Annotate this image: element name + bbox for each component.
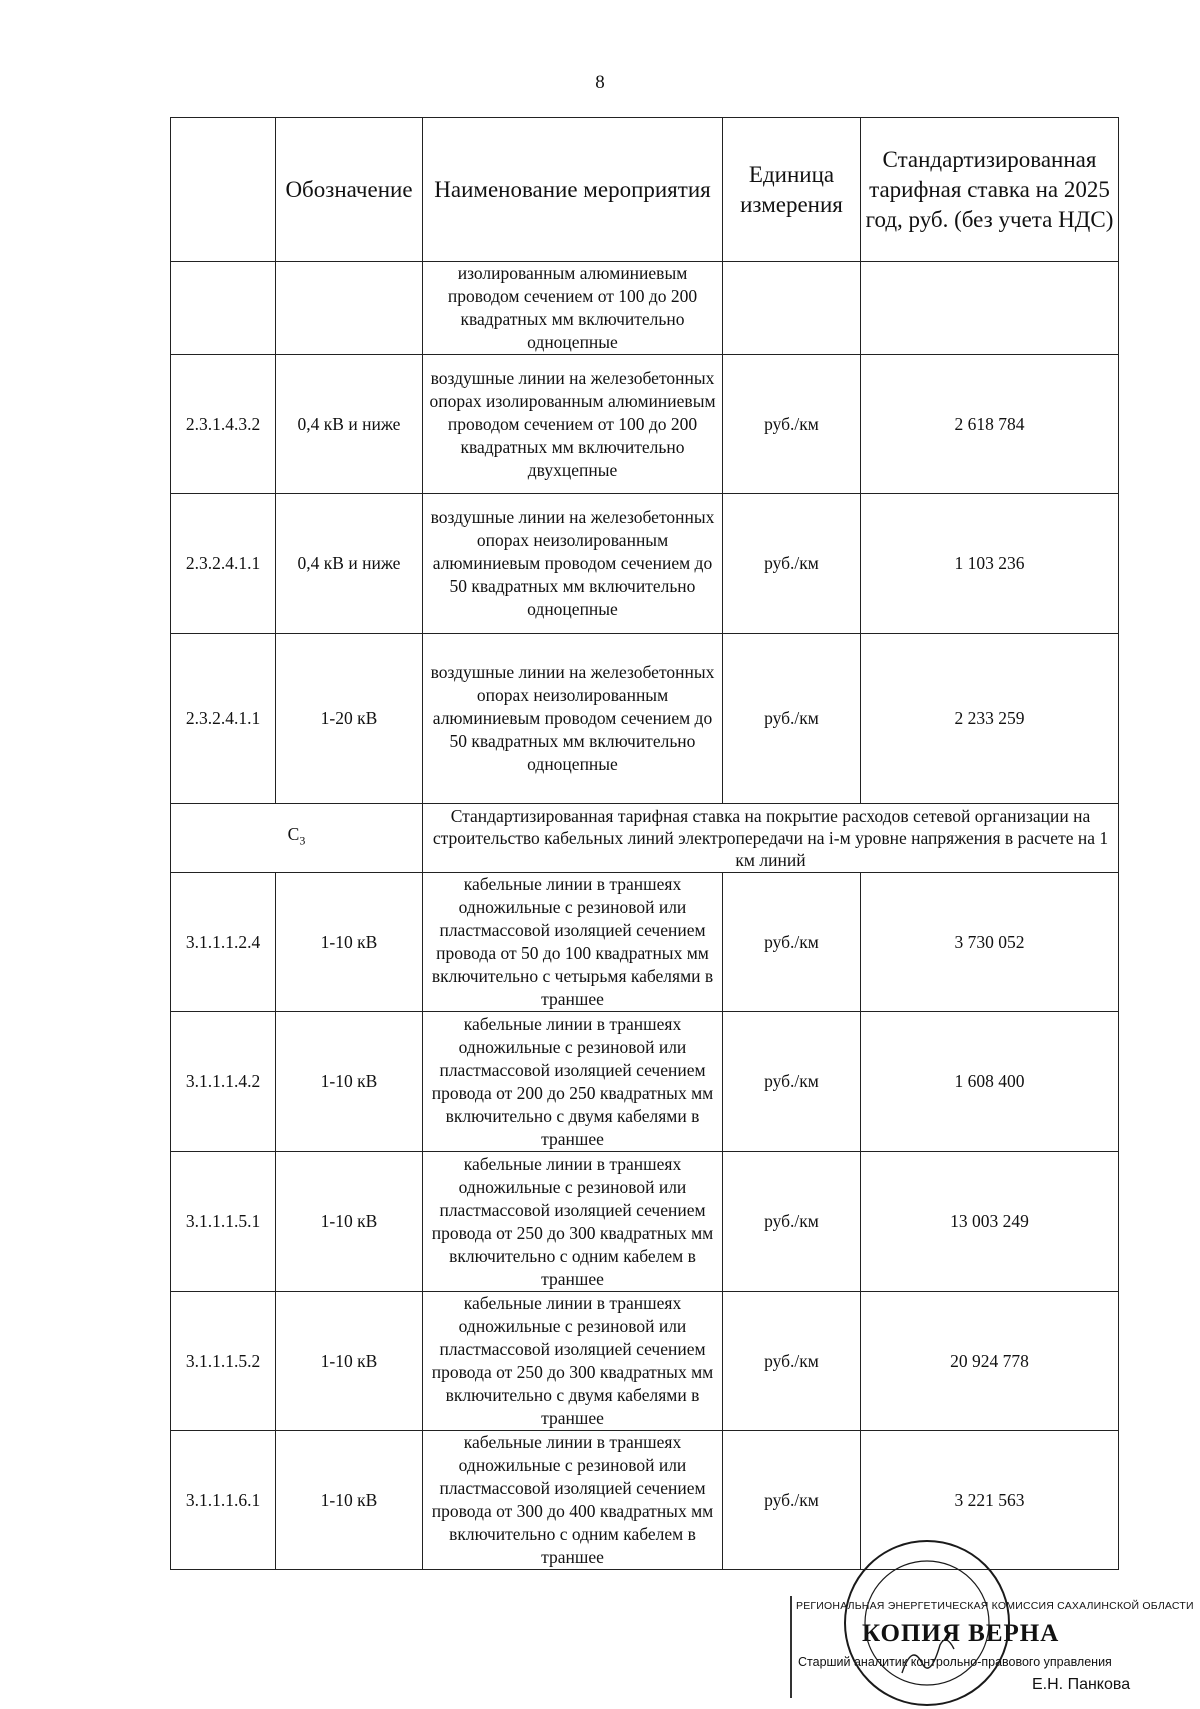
cell-rate: 2 618 784 (861, 355, 1119, 494)
cell-unit: руб./км (723, 1012, 861, 1152)
cell-description: изолированным алюминиевым проводом сечением от 100 до 200 квадратных мм включительно одноцепные (423, 262, 723, 355)
table-row (171, 262, 1119, 355)
cell-rate: 1 103 236 (861, 494, 1119, 634)
cell-code: 3.1.1.1.2.4 (171, 873, 276, 1012)
table-row (171, 355, 1119, 494)
cell-code: 2.3.1.4.3.2 (171, 355, 276, 494)
table-header-row (171, 118, 1119, 262)
cell-rate: 3 221 563 (861, 1431, 1119, 1570)
header-activity-name: Наименование мероприятия (423, 118, 723, 262)
cell-voltage: 1-10 кВ (276, 1012, 423, 1152)
stamp-organization: РЕГИОНАЛЬНАЯ ЭНЕРГЕТИЧЕСКАЯ КОМИССИЯ САХАЛИНСКОЙ ОБЛАСТИ (796, 1600, 1194, 1612)
cell-code (171, 262, 276, 355)
cell-code: 2.3.2.4.1.1 (171, 494, 276, 634)
cell-rate: 3 730 052 (861, 873, 1119, 1012)
table-row (171, 1012, 1119, 1152)
cell-description: кабельные линии в траншеях одножильные с резиновой или пластмассовой изоляцией сечением провода от 50 до 100 квадратных мм включительно с четырьмя кабелями в траншее (423, 873, 723, 1012)
stamp-title: КОПИЯ ВЕРНА (862, 1620, 1060, 1647)
header-code (171, 118, 276, 262)
cell-rate: 2 233 259 (861, 634, 1119, 804)
cell-code: 3.1.1.1.5.2 (171, 1292, 276, 1431)
cell-unit: руб./км (723, 355, 861, 494)
cell-code: 3.1.1.1.6.1 (171, 1431, 276, 1570)
table-row (171, 873, 1119, 1012)
cell-rate: 20 924 778 (861, 1292, 1119, 1431)
cell-unit (723, 262, 861, 355)
cell-rate (861, 262, 1119, 355)
cell-description: воздушные линии на железобетонных опорах неизолированным алюминиевым проводом сечением до 50 квадратных мм включительно одноцепные (423, 494, 723, 634)
cell-code: 3.1.1.1.4.2 (171, 1012, 276, 1152)
cell-description: воздушные линии на железобетонных опорах изолированным алюминиевым проводом сечением от 100 до 200 квадратных мм включительно двухцепные (423, 355, 723, 494)
cell-unit: руб./км (723, 1152, 861, 1292)
section-symbol (171, 804, 423, 873)
cell-description: кабельные линии в траншеях одножильные с резиновой или пластмассовой изоляцией сечением провода от 250 до 300 квадратных мм включительно с двумя кабелями в траншее (423, 1292, 723, 1431)
header-unit: Единица измерения (723, 118, 861, 262)
cell-code: 2.3.2.4.1.1 (171, 634, 276, 804)
section-row (171, 804, 1119, 873)
official-seal-icon (832, 1538, 1022, 1708)
stamp-signatory-name: Е.Н. Панкова (1032, 1676, 1131, 1693)
cell-rate: 13 003 249 (861, 1152, 1119, 1292)
cell-unit: руб./км (723, 1431, 861, 1570)
page-number: 8 (595, 72, 605, 93)
cell-voltage: 1-10 кВ (276, 1431, 423, 1570)
section-symbol-letter: C (287, 824, 300, 845)
table-row (171, 1292, 1119, 1431)
cell-description: кабельные линии в траншеях одножильные с резиновой или пластмассовой изоляцией сечением провода от 250 до 300 квадратных мм включительно с одним кабелем в траншее (423, 1152, 723, 1292)
table-row (171, 1152, 1119, 1292)
cell-voltage: 0,4 кВ и ниже (276, 494, 423, 634)
table-row (171, 634, 1119, 804)
table-row (171, 494, 1119, 634)
cell-unit: руб./км (723, 494, 861, 634)
section-text: Стандартизированная тарифная ставка на покрытие расходов сетевой организации на строительство кабельных линий электропередачи на i-м уровне напряжения в расчете на 1 км линий (423, 804, 1119, 873)
section-symbol-subscript: 3 (299, 833, 306, 848)
cell-description: кабельные линии в траншеях одножильные с резиновой или пластмассовой изоляцией сечением провода от 300 до 400 квадратных мм включительно с одним кабелем в траншее (423, 1431, 723, 1570)
cell-description: кабельные линии в траншеях одножильные с резиновой или пластмассовой изоляцией сечением провода от 200 до 250 квадратных мм включительно с двумя кабелями в траншее (423, 1012, 723, 1152)
cell-rate: 1 608 400 (861, 1012, 1119, 1152)
stamp-position: Старший аналитик контрольно-правового управления (798, 1655, 1112, 1669)
cell-voltage (276, 262, 423, 355)
cell-voltage: 1-20 кВ (276, 634, 423, 804)
cell-voltage: 1-10 кВ (276, 873, 423, 1012)
cell-code: 3.1.1.1.5.1 (171, 1152, 276, 1292)
header-rate: Стандартизированная тарифная ставка на 2025 год, руб. (без учета НДС) (861, 118, 1119, 262)
cell-voltage: 0,4 кВ и ниже (276, 355, 423, 494)
cell-unit: руб./км (723, 634, 861, 804)
cell-voltage: 1-10 кВ (276, 1152, 423, 1292)
header-designation: Обозначение (276, 118, 423, 262)
cell-unit: руб./км (723, 873, 861, 1012)
tariff-table (170, 117, 1119, 1570)
cell-voltage: 1-10 кВ (276, 1292, 423, 1431)
cell-description: воздушные линии на железобетонных опорах неизолированным алюминиевым проводом сечением до 50 квадратных мм включительно одноцепные (423, 634, 723, 804)
cell-unit: руб./км (723, 1292, 861, 1431)
